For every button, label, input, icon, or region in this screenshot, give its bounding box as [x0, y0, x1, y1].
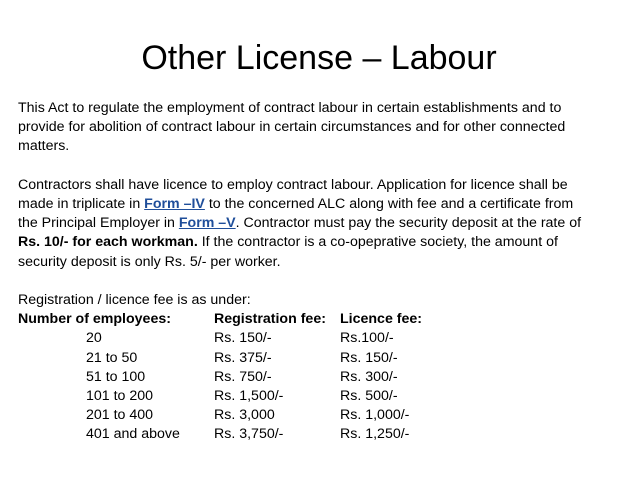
employees-cell: 20 [86, 330, 102, 347]
registration-fee-cell: Rs. 3,750/- [214, 426, 284, 443]
licence-fee-cell: Rs. 150/- [340, 349, 398, 366]
contractors-line-3-pre: the Principal Employer in [18, 215, 179, 232]
employees-cell: 51 to 100 [86, 368, 146, 385]
intro-line-2: provide for abolition of contract labour in certain circumstances and for other connected [18, 119, 566, 136]
form-v-link[interactable]: Form –V [178, 215, 236, 232]
contractors-line-1: Contractors shall have licence to employ contract labour. Application for licence shall be [18, 176, 568, 193]
intro-line-3: matters. [18, 138, 70, 155]
employees-cell: 101 to 200 [86, 387, 154, 404]
employees-cell: 401 and above [86, 426, 180, 443]
licence-fee-cell: Rs. 1,250/- [340, 426, 410, 443]
header-registration-fee: Registration fee: [214, 311, 326, 328]
contractors-line-2-post: to the concerned ALC along with fee and a certificate from [204, 196, 574, 212]
registration-fee-cell: Rs. 1,500/- [214, 387, 284, 404]
licence-fee-cell: Rs.100/- [340, 330, 394, 347]
employees-cell: 21 to 50 [86, 349, 138, 366]
table-row [18, 406, 630, 425]
table-row [18, 425, 630, 444]
registration-fee-cell: Rs. 3,000 [214, 407, 275, 424]
contractors-line-3-post: . Contractor must pay the security deposit at the rate of [235, 215, 582, 232]
contractors-line-5: security deposit is only Rs. 5/- per worker. [18, 253, 281, 270]
fee-table-header [18, 310, 630, 329]
contractors-line-4-post: If the contractor is a co-opeprative society, the amount of [197, 234, 558, 251]
registration-fee-cell: Rs. 375/- [214, 349, 272, 366]
header-licence-fee: Licence fee: [340, 311, 423, 328]
deposit-rate-text: Rs. 10/- for each workman. [18, 234, 198, 251]
contractors-line-2 [18, 195, 630, 214]
table-row [18, 329, 630, 348]
table-row [18, 368, 630, 387]
intro-line-1: This Act to regulate the employment of contract labour in certain establishments and to [18, 100, 562, 116]
contractors-line-4 [18, 233, 630, 252]
slide-title: Other License – Labour [141, 39, 497, 77]
fee-intro: Registration / licence fee is as under: [18, 292, 251, 308]
contractors-line-2-pre: made in triplicate in [18, 196, 145, 212]
table-row [18, 387, 630, 406]
header-employees: Number of employees: [18, 311, 171, 328]
employees-cell: 201 to 400 [86, 407, 154, 424]
table-row [18, 349, 630, 368]
form-iv-link[interactable]: Form –IV [144, 196, 205, 212]
licence-fee-cell: Rs. 1,000/- [340, 407, 410, 424]
licence-fee-cell: Rs. 500/- [340, 387, 398, 404]
licence-fee-cell: Rs. 300/- [340, 368, 398, 385]
contractors-line-3 [18, 214, 630, 233]
slide-body [18, 99, 630, 445]
registration-fee-cell: Rs. 150/- [214, 330, 272, 347]
registration-fee-cell: Rs. 750/- [214, 368, 272, 385]
